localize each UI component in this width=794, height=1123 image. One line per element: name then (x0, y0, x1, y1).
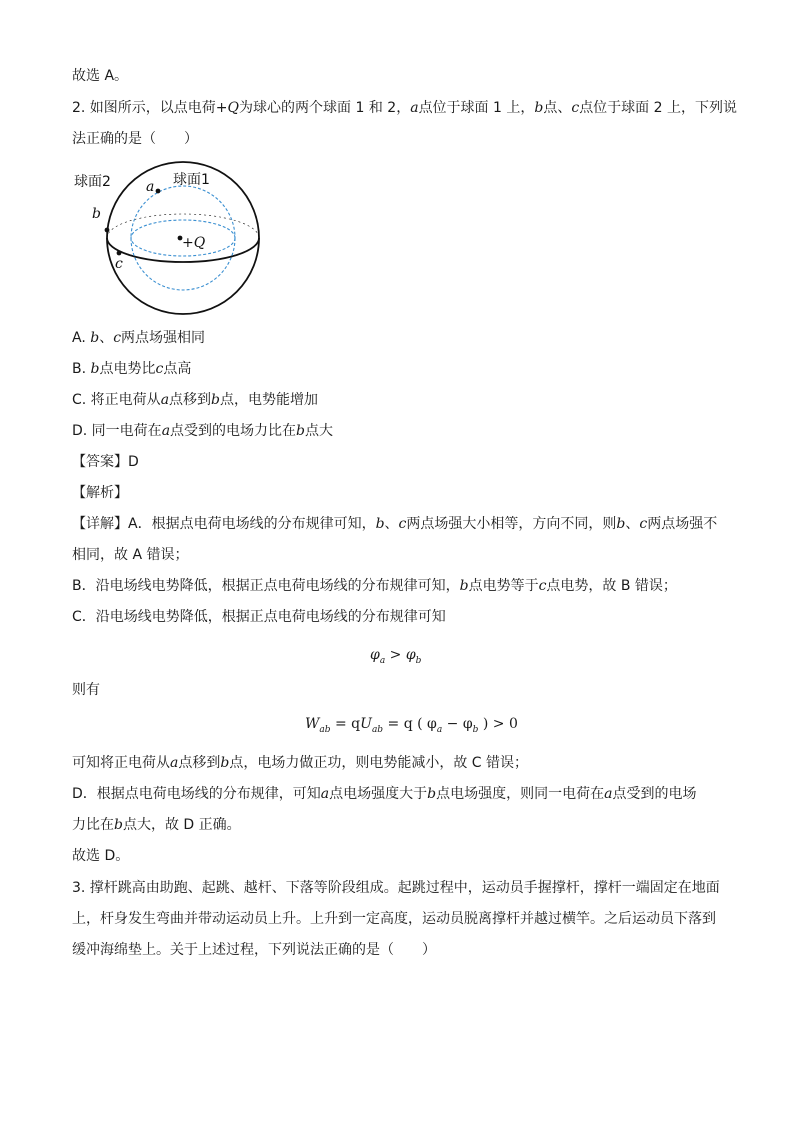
equation-potential-compare: $\varphi_a > \varphi_b$ (370, 647, 422, 666)
sphere-figure (70, 158, 270, 318)
detail-b-line: B．沿电场线电势降低，根据正点电荷电场线的分布规律可知，b点电势等于c点电势，故 B 错误； (72, 578, 677, 594)
option-a: A. b、c两点场强相同 (72, 330, 206, 346)
label-b: b (92, 206, 101, 222)
label-sphere-1: 球面1 (173, 172, 210, 188)
label-Q: +Q (182, 235, 206, 251)
point-b (105, 228, 110, 233)
detail-c-line: C．沿电场线电势降低，根据正点电荷电场线的分布规律可知 (72, 609, 446, 625)
question-2-stem: 2. 如图所示，以点电荷+Q为球心的两个球面 1 和 2，a点位于球面 1 上，b点、c点位于球面 2 上，下列说 (72, 100, 737, 116)
analysis-heading: 【解析】 (72, 485, 128, 501)
question-2-stem-cont: 法正确的是（ ） (72, 131, 198, 147)
point-a (156, 189, 161, 194)
question-3-line-2: 上，杆身发生弯曲并带动运动员上升。上升到一定高度，运动员脱离撑杆并越过横竿。之后运动员下落到 (72, 911, 716, 927)
detail-line-2: 相同，故 A 错误； (72, 547, 189, 563)
option-d: D. 同一电荷在a点受到的电场力比在b点大 (72, 423, 334, 439)
detail-line-1: 【详解】A．根据点电荷电场线的分布规律可知，b、c两点场强大小相等，方向不同，则b、c两点场强不 (72, 516, 718, 532)
label-a: a (146, 179, 155, 195)
conclusion-line: 故选 A。 (72, 68, 129, 84)
choose-d-line: 故选 D。 (72, 848, 130, 864)
detail-d-line-1: D．根据点电荷电场线的分布规律，可知a点电场强度大于b点电场强度，则同一电荷在a点受到的电场 (72, 786, 697, 802)
label-sphere-2: 球面2 (74, 174, 111, 190)
then-line: 则有 (72, 682, 100, 698)
question-3-line-1: 3. 撑杆跳高由助跑、起跳、越杆、下落等阶段组成。起跳过程中，运动员手握撑杆，撑杆一端固定在地面 (72, 880, 720, 896)
detail-c-conclusion: 可知将正电荷从a点移到b点，电场力做正功，则电势能减小，故 C 错误； (72, 755, 529, 771)
detail-d-line-2: 力比在b点大，故 D 正确。 (72, 817, 241, 833)
equation-work: $W_{ab} = qU_{ab} = q$ ( $\varphi_a - \varphi_b$ ) > 0 (305, 716, 518, 735)
answer-line: 【答案】D (72, 454, 139, 470)
option-b: B. b点电势比c点高 (72, 361, 192, 377)
point-c (117, 251, 122, 256)
label-c: c (115, 256, 123, 272)
option-c: C. 将正电荷从a点移到b点，电势能增加 (72, 392, 319, 408)
question-3-line-3: 缓冲海绵垫上。关于上述过程，下列说法正确的是（ ） (72, 942, 436, 958)
